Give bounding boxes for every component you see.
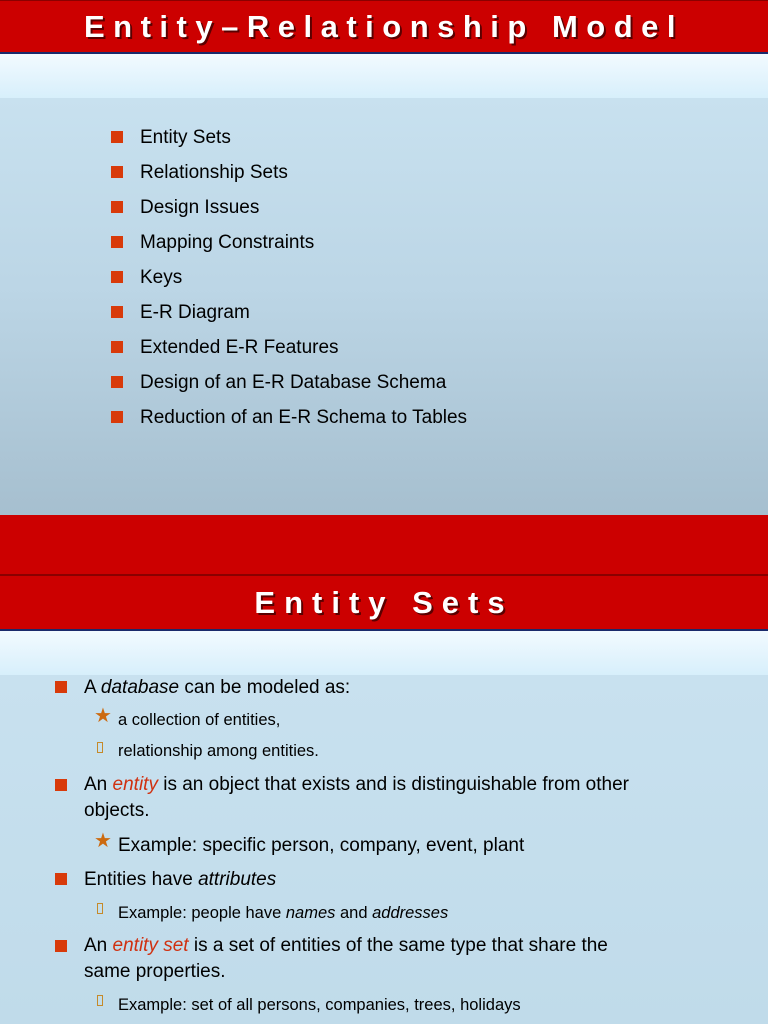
term-addresses: addresses (372, 904, 449, 922)
list-item: Entity Sets (140, 127, 231, 148)
term-entity: entity (112, 774, 158, 795)
text-fragment: is an object that exists and is distinguishable from other (157, 774, 629, 795)
sub-item (118, 902, 448, 924)
list-item: Keys (140, 267, 183, 288)
term-database: database (100, 677, 180, 698)
square-bullet-icon (55, 779, 67, 791)
list-item: Mapping Constraints (140, 232, 315, 253)
bullet-database (84, 677, 350, 699)
slide2-title: Entity Sets (254, 584, 514, 620)
list-item: E-R Diagram (140, 302, 250, 323)
list-item: Reduction of an E-R Schema to Tables (140, 407, 468, 428)
sub-item: a collection of entities, (118, 711, 281, 729)
bullet-attributes (84, 869, 276, 891)
text-fragment: Example: people have (118, 904, 286, 922)
square-bullet-icon (111, 166, 123, 178)
bullet-entity (84, 774, 629, 796)
slide1-header-band (0, 54, 768, 98)
square-bullet-icon (111, 201, 123, 213)
term-entity-set: entity set (112, 935, 189, 956)
square-bullet-icon (111, 131, 123, 143)
square-bullet-icon (111, 236, 123, 248)
text-fragment: An (84, 774, 113, 795)
square-bullet-icon (55, 940, 67, 952)
list-item: Relationship Sets (140, 162, 288, 183)
square-bullet-icon (55, 681, 67, 693)
slide2-header-band (0, 631, 768, 675)
sub-item: Example: specific person, company, event, plant (118, 835, 525, 856)
text-fragment: can be modeled as: (179, 677, 351, 698)
square-bullet-icon (111, 411, 123, 423)
list-item: Design of an E-R Database Schema (140, 372, 447, 393)
square-bullet-icon (111, 306, 123, 318)
text-fragment: A (84, 677, 101, 698)
square-bullet-icon (111, 376, 123, 388)
bullet-entity-set-cont: same properties. (84, 961, 226, 982)
slide-separator-band (0, 515, 768, 575)
slide1-body (0, 98, 768, 515)
term-names: names (285, 904, 336, 922)
term-attributes: attributes (198, 869, 277, 890)
list-item: Design Issues (140, 197, 260, 218)
slide1-title-bar (0, 0, 768, 54)
text-fragment: An (84, 935, 113, 956)
star-icon: ★ (94, 830, 112, 852)
square-bullet-icon (111, 341, 123, 353)
bullet-entity-cont: objects. (84, 800, 150, 821)
bullet-entity-set (84, 935, 608, 957)
slide2-title-bar (0, 575, 768, 631)
slide1-title: Entity–Relationship Model (83, 8, 685, 44)
box-glyph-icon (97, 903, 103, 914)
sub-item: Example: set of all persons, companies, trees, holidays (118, 996, 521, 1014)
text-fragment: and (335, 904, 373, 922)
sub-item: relationship among entities. (118, 742, 319, 760)
square-bullet-icon (111, 271, 123, 283)
text-fragment: Entities have (84, 869, 199, 890)
slide2-body (0, 675, 768, 1024)
star-icon: ★ (94, 705, 112, 727)
box-glyph-icon (97, 742, 103, 753)
box-glyph-icon (97, 995, 103, 1006)
text-fragment: is a set of entities of the same type that share the (188, 935, 608, 956)
square-bullet-icon (55, 873, 67, 885)
list-item: Extended E-R Features (140, 337, 339, 358)
